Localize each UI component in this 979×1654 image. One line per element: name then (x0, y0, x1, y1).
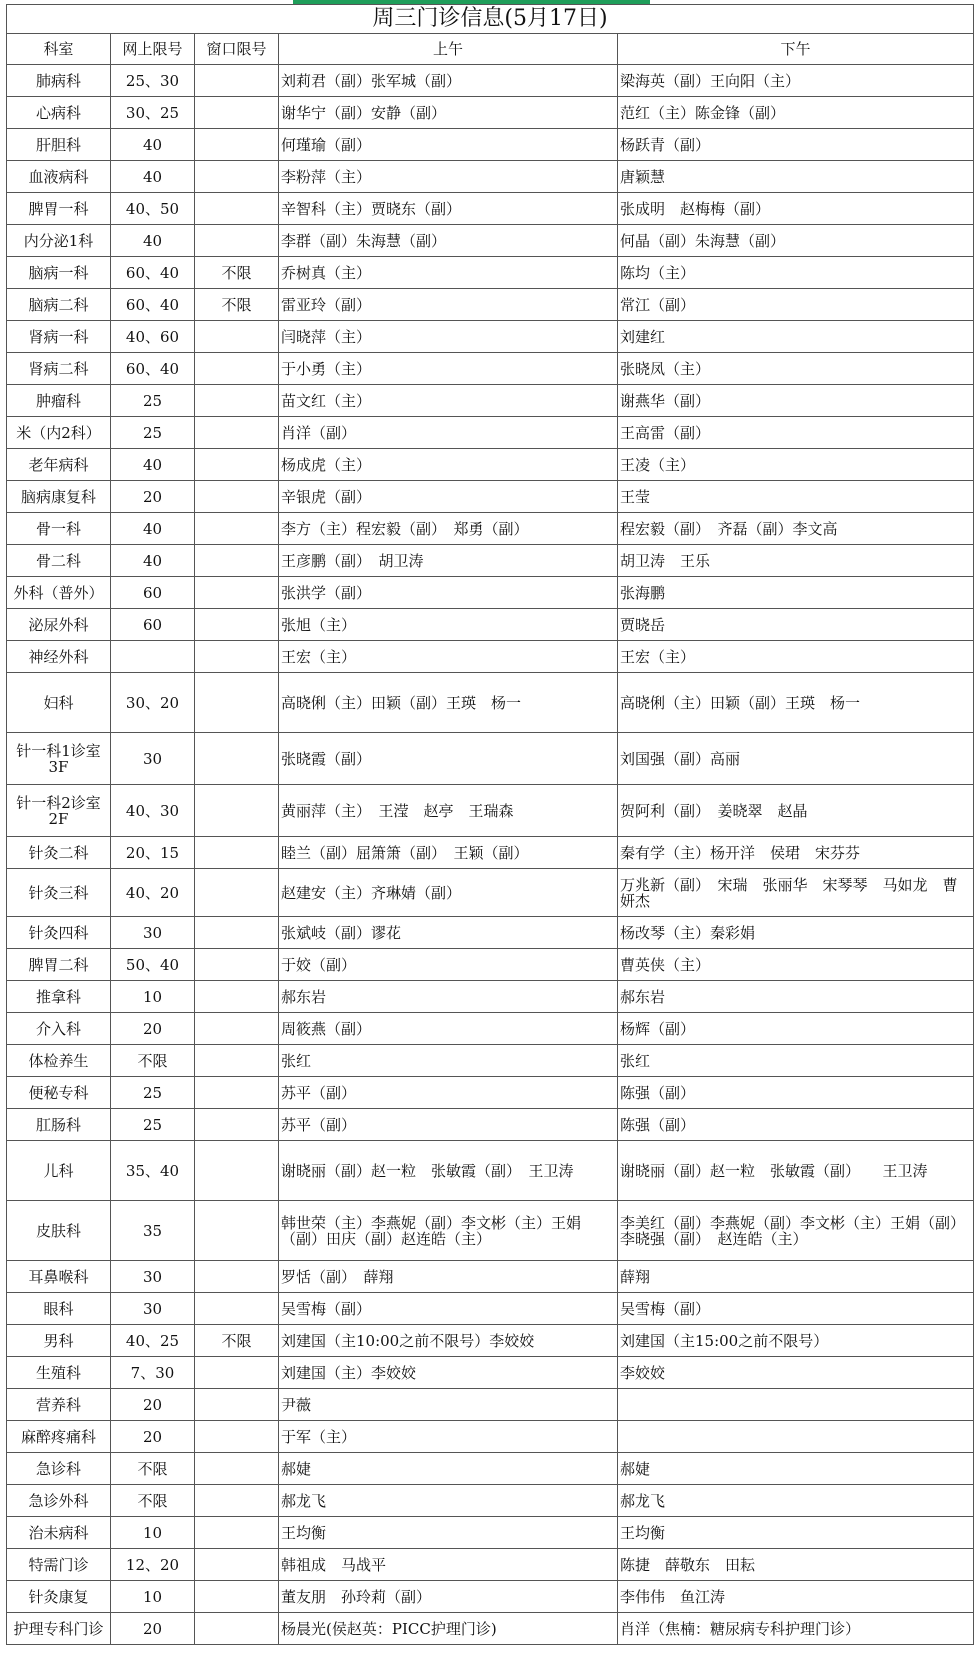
table-row (7, 161, 974, 193)
cell-afternoon: 秦有学（主）杨开洋 侯珺 宋芬芬 (618, 837, 974, 869)
cell-morning: 刘建国（主）李姣姣 (279, 1357, 618, 1389)
table-row (7, 837, 974, 869)
table-row (7, 1613, 974, 1645)
cell-online-limit: 40 (111, 161, 195, 193)
cell-online-limit (111, 641, 195, 673)
cell-window-limit (195, 193, 279, 225)
title-row (7, 5, 974, 34)
cell-online-limit: 20 (111, 1389, 195, 1421)
cell-online-limit: 20 (111, 481, 195, 513)
cell-dept: 脾胃二科 (7, 949, 111, 981)
cell-dept: 神经外科 (7, 641, 111, 673)
cell-window-limit (195, 609, 279, 641)
table-row (7, 1485, 974, 1517)
cell-window-limit (195, 1077, 279, 1109)
cell-online-limit: 25、30 (111, 65, 195, 97)
cell-online-limit: 不限 (111, 1453, 195, 1485)
cell-online-limit: 40、20 (111, 869, 195, 917)
header-window-limit: 窗口限号 (195, 34, 279, 65)
cell-morning: 于军（主） (279, 1421, 618, 1453)
cell-window-limit (195, 673, 279, 733)
cell-online-limit: 20 (111, 1421, 195, 1453)
cell-window-limit (195, 1293, 279, 1325)
cell-afternoon: 陈强（副） (618, 1109, 974, 1141)
table-row (7, 289, 974, 321)
cell-morning: 王宏（主） (279, 641, 618, 673)
cell-afternoon: 刘建红 (618, 321, 974, 353)
cell-online-limit: 10 (111, 981, 195, 1013)
cell-afternoon (618, 1421, 974, 1453)
cell-morning: 韩祖成 马战平 (279, 1549, 618, 1581)
cell-online-limit: 35 (111, 1201, 195, 1261)
table-row (7, 417, 974, 449)
cell-online-limit: 20、15 (111, 837, 195, 869)
header-afternoon: 下午 (618, 34, 974, 65)
cell-afternoon: 吴雪梅（副） (618, 1293, 974, 1325)
table-row (7, 481, 974, 513)
cell-window-limit (195, 917, 279, 949)
header-dept: 科室 (7, 34, 111, 65)
table-row (7, 641, 974, 673)
table-row (7, 949, 974, 981)
cell-morning: 杨晨光(侯赵英：PICC护理门诊) (279, 1613, 618, 1645)
table-row (7, 1077, 974, 1109)
cell-window-limit (195, 837, 279, 869)
cell-afternoon: 杨改琴（主）秦彩娟 (618, 917, 974, 949)
cell-morning: 李群（副）朱海慧（副） (279, 225, 618, 257)
cell-dept: 推拿科 (7, 981, 111, 1013)
cell-online-limit: 20 (111, 1613, 195, 1645)
cell-window-limit (195, 417, 279, 449)
cell-window-limit (195, 1045, 279, 1077)
cell-afternoon: 李伟伟 鱼江涛 (618, 1581, 974, 1613)
cell-afternoon: 陈强（副） (618, 1077, 974, 1109)
cell-morning: 雷亚玲（副） (279, 289, 618, 321)
table-row (7, 65, 974, 97)
cell-afternoon: 梁海英（副）王向阳（主） (618, 65, 974, 97)
cell-online-limit: 40 (111, 545, 195, 577)
cell-online-limit: 30 (111, 917, 195, 949)
cell-online-limit: 40 (111, 129, 195, 161)
cell-window-limit (195, 1013, 279, 1045)
header-morning: 上午 (279, 34, 618, 65)
cell-window-limit (195, 785, 279, 837)
table-row (7, 353, 974, 385)
cell-online-limit: 35、40 (111, 1141, 195, 1201)
table-row (7, 1581, 974, 1613)
table-row (7, 577, 974, 609)
cell-dept: 肛肠科 (7, 1109, 111, 1141)
cell-window-limit (195, 1201, 279, 1261)
cell-afternoon: 胡卫涛 王乐 (618, 545, 974, 577)
cell-online-limit: 40 (111, 225, 195, 257)
cell-window-limit (195, 1141, 279, 1201)
cell-window-limit (195, 1581, 279, 1613)
cell-online-limit: 40、25 (111, 1325, 195, 1357)
cell-window-limit (195, 129, 279, 161)
cell-morning: 肖洋（副） (279, 417, 618, 449)
cell-morning: 郝东岩 (279, 981, 618, 1013)
cell-window-limit: 不限 (195, 289, 279, 321)
cell-dept: 脑病二科 (7, 289, 111, 321)
cell-afternoon: 张海鹏 (618, 577, 974, 609)
cell-online-limit: 不限 (111, 1045, 195, 1077)
table-row (7, 1453, 974, 1485)
cell-window-limit: 不限 (195, 257, 279, 289)
cell-dept: 泌尿外科 (7, 609, 111, 641)
cell-afternoon: 程宏毅（副） 齐磊（副）李文高 (618, 513, 974, 545)
cell-afternoon: 何晶（副）朱海慧（副） (618, 225, 974, 257)
cell-morning: 尹薇 (279, 1389, 618, 1421)
cell-dept: 皮肤科 (7, 1201, 111, 1261)
cell-window-limit (195, 733, 279, 785)
cell-online-limit: 30 (111, 1261, 195, 1293)
cell-morning: 睦兰（副）屈箫箫（副） 王颖（副） (279, 837, 618, 869)
table-row (7, 1109, 974, 1141)
cell-window-limit (195, 161, 279, 193)
table-row (7, 1141, 974, 1201)
cell-window-limit (195, 1389, 279, 1421)
cell-dept: 耳鼻喉科 (7, 1261, 111, 1293)
cell-dept: 内分泌1科 (7, 225, 111, 257)
cell-dept: 老年病科 (7, 449, 111, 481)
cell-morning: 张洪学（副） (279, 577, 618, 609)
cell-online-limit: 30 (111, 733, 195, 785)
cell-online-limit: 40、30 (111, 785, 195, 837)
table-row (7, 1389, 974, 1421)
cell-morning: 王彦鹏（副） 胡卫涛 (279, 545, 618, 577)
cell-morning: 刘建国（主10:00之前不限号）李姣姣 (279, 1325, 618, 1357)
cell-online-limit: 60、40 (111, 257, 195, 289)
cell-online-limit: 12、20 (111, 1549, 195, 1581)
table-row (7, 733, 974, 785)
table-row (7, 513, 974, 545)
cell-morning: 郝婕 (279, 1453, 618, 1485)
cell-dept: 针灸三科 (7, 869, 111, 917)
cell-window-limit (195, 1357, 279, 1389)
cell-window-limit (195, 981, 279, 1013)
cell-window-limit (195, 577, 279, 609)
cell-morning: 罗恬（副） 薛翔 (279, 1261, 618, 1293)
cell-afternoon: 常江（副） (618, 289, 974, 321)
cell-afternoon: 高晓俐（主）田颖（副）王瑛 杨一 (618, 673, 974, 733)
cell-afternoon: 刘建国（主15:00之前不限号） (618, 1325, 974, 1357)
cell-afternoon: 杨辉（副） (618, 1013, 974, 1045)
cell-dept: 针灸康复 (7, 1581, 111, 1613)
cell-morning: 韩世荣（主）李燕妮（副）李文彬（主）王娟（副）田庆（副）赵连皓（主） (279, 1201, 618, 1261)
cell-dept: 外科（普外） (7, 577, 111, 609)
cell-afternoon: 李姣姣 (618, 1357, 974, 1389)
cell-morning: 张晓霞（副） (279, 733, 618, 785)
cell-dept: 便秘专科 (7, 1077, 111, 1109)
header-online-limit: 网上限号 (111, 34, 195, 65)
cell-morning: 李方（主）程宏毅（副） 郑勇（副） (279, 513, 618, 545)
cell-morning: 谢华宁（副）安静（副） (279, 97, 618, 129)
cell-dept: 针一科2诊室2F (7, 785, 111, 837)
cell-afternoon: 陈均（主） (618, 257, 974, 289)
table-row (7, 869, 974, 917)
cell-window-limit (195, 1421, 279, 1453)
cell-afternoon: 刘国强（副）高丽 (618, 733, 974, 785)
cell-online-limit: 30 (111, 1293, 195, 1325)
cell-dept: 针灸四科 (7, 917, 111, 949)
cell-dept: 肿瘤科 (7, 385, 111, 417)
cell-dept: 生殖科 (7, 1357, 111, 1389)
cell-window-limit (195, 1261, 279, 1293)
cell-online-limit: 25 (111, 385, 195, 417)
cell-window-limit (195, 545, 279, 577)
cell-online-limit: 30、25 (111, 97, 195, 129)
cell-dept: 骨一科 (7, 513, 111, 545)
cell-afternoon: 郝婕 (618, 1453, 974, 1485)
cell-morning: 李粉萍（主） (279, 161, 618, 193)
cell-morning: 董友朋 孙玲莉（副） (279, 1581, 618, 1613)
cell-dept: 体检养生 (7, 1045, 111, 1077)
cell-dept: 介入科 (7, 1013, 111, 1045)
table-row (7, 609, 974, 641)
cell-morning: 张斌岐（副）谬花 (279, 917, 618, 949)
cell-morning: 王均衡 (279, 1517, 618, 1549)
table-row (7, 1517, 974, 1549)
cell-afternoon: 张晓凤（主） (618, 353, 974, 385)
cell-dept: 骨二科 (7, 545, 111, 577)
cell-dept: 儿科 (7, 1141, 111, 1201)
cell-window-limit (195, 97, 279, 129)
cell-afternoon (618, 1389, 974, 1421)
table-row (7, 545, 974, 577)
cell-window-limit (195, 949, 279, 981)
cell-afternoon: 王凌（主） (618, 449, 974, 481)
cell-morning: 黄丽萍（主） 王滢 赵亭 王瑞森 (279, 785, 618, 837)
cell-afternoon: 贺阿利（副） 姜晓翠 赵晶 (618, 785, 974, 837)
cell-morning: 张红 (279, 1045, 618, 1077)
cell-morning: 杨成虎（主） (279, 449, 618, 481)
table-row (7, 225, 974, 257)
table-row (7, 1013, 974, 1045)
table-row (7, 1293, 974, 1325)
cell-morning: 于小勇（主） (279, 353, 618, 385)
cell-afternoon: 王高雷（副） (618, 417, 974, 449)
cell-online-limit: 40 (111, 513, 195, 545)
cell-online-limit: 25 (111, 1077, 195, 1109)
table-row (7, 449, 974, 481)
cell-dept: 针一科1诊室3F (7, 733, 111, 785)
table-row (7, 385, 974, 417)
cell-dept: 脑病一科 (7, 257, 111, 289)
page-title: 周三门诊信息(5月17日) (7, 5, 974, 34)
cell-morning: 张旭（主） (279, 609, 618, 641)
cell-afternoon: 贾晓岳 (618, 609, 974, 641)
cell-afternoon: 郝龙飞 (618, 1485, 974, 1517)
cell-window-limit (195, 1613, 279, 1645)
cell-dept: 脑病康复科 (7, 481, 111, 513)
cell-window-limit: 不限 (195, 1325, 279, 1357)
cell-morning: 乔树真（主） (279, 257, 618, 289)
cell-afternoon: 王均衡 (618, 1517, 974, 1549)
cell-online-limit: 60、40 (111, 289, 195, 321)
table-row (7, 785, 974, 837)
cell-morning: 于姣（副） (279, 949, 618, 981)
cell-morning: 刘莉君（副）张军城（副） (279, 65, 618, 97)
cell-morning: 辛银虎（副） (279, 481, 618, 513)
cell-window-limit (195, 513, 279, 545)
cell-online-limit: 40 (111, 449, 195, 481)
cell-online-limit: 40、50 (111, 193, 195, 225)
cell-afternoon: 王莹 (618, 481, 974, 513)
cell-dept: 米（内2科） (7, 417, 111, 449)
cell-window-limit (195, 641, 279, 673)
cell-afternoon: 范红（主）陈金锋（副） (618, 97, 974, 129)
cell-online-limit: 25 (111, 1109, 195, 1141)
table-row (7, 673, 974, 733)
cell-dept: 肺病科 (7, 65, 111, 97)
cell-window-limit (195, 321, 279, 353)
cell-dept: 血液病科 (7, 161, 111, 193)
cell-online-limit: 20 (111, 1013, 195, 1045)
cell-morning: 辛智科（主）贾晓东（副） (279, 193, 618, 225)
cell-dept: 妇科 (7, 673, 111, 733)
cell-morning: 周筱燕（副） (279, 1013, 618, 1045)
cell-morning: 苏平（副） (279, 1109, 618, 1141)
table-row (7, 1421, 974, 1453)
table-row (7, 321, 974, 353)
cell-window-limit (195, 1109, 279, 1141)
cell-afternoon: 薛翔 (618, 1261, 974, 1293)
table-row (7, 1201, 974, 1261)
cell-dept: 眼科 (7, 1293, 111, 1325)
table-row (7, 1261, 974, 1293)
cell-dept: 男科 (7, 1325, 111, 1357)
cell-dept: 针灸二科 (7, 837, 111, 869)
cell-morning: 谢晓丽（副）赵一粒 张敏霞（副） 王卫涛 (279, 1141, 618, 1201)
cell-afternoon: 郝东岩 (618, 981, 974, 1013)
cell-dept: 脾胃一科 (7, 193, 111, 225)
cell-afternoon: 张红 (618, 1045, 974, 1077)
cell-online-limit: 40、60 (111, 321, 195, 353)
cell-window-limit (195, 1485, 279, 1517)
cell-afternoon: 谢晓丽（副）赵一粒 张敏霞（副） 王卫涛 (618, 1141, 974, 1201)
table-row (7, 1045, 974, 1077)
table-row (7, 917, 974, 949)
cell-online-limit: 60 (111, 609, 195, 641)
cell-dept: 肾病二科 (7, 353, 111, 385)
table-row (7, 97, 974, 129)
cell-window-limit (195, 481, 279, 513)
cell-morning: 高晓俐（主）田颖（副）王瑛 杨一 (279, 673, 618, 733)
cell-morning: 闫晓萍（主） (279, 321, 618, 353)
cell-dept: 护理专科门诊 (7, 1613, 111, 1645)
cell-dept: 麻醉疼痛科 (7, 1421, 111, 1453)
cell-window-limit (195, 869, 279, 917)
cell-morning: 苗文红（主） (279, 385, 618, 417)
cell-afternoon: 张成明 赵梅梅（副） (618, 193, 974, 225)
table-row (7, 981, 974, 1013)
cell-online-limit: 10 (111, 1581, 195, 1613)
header-row (7, 34, 974, 65)
cell-window-limit (195, 385, 279, 417)
cell-morning: 吴雪梅（副） (279, 1293, 618, 1325)
cell-window-limit (195, 225, 279, 257)
table-row (7, 1357, 974, 1389)
cell-dept: 营养科 (7, 1389, 111, 1421)
cell-afternoon: 李美红（副）李燕妮（副）李文彬（主）王娟（副）李晓强（副） 赵连皓（主） (618, 1201, 974, 1261)
table-row (7, 193, 974, 225)
cell-online-limit: 10 (111, 1517, 195, 1549)
clinic-schedule-table (6, 4, 974, 1645)
cell-dept: 急诊科 (7, 1453, 111, 1485)
cell-window-limit (195, 65, 279, 97)
cell-window-limit (195, 1549, 279, 1581)
cell-window-limit (195, 353, 279, 385)
cell-online-limit: 25 (111, 417, 195, 449)
cell-dept: 肝胆科 (7, 129, 111, 161)
table-row (7, 1325, 974, 1357)
cell-online-limit: 60、40 (111, 353, 195, 385)
cell-dept: 治未病科 (7, 1517, 111, 1549)
cell-morning: 赵建安（主）齐琳婧（副） (279, 869, 618, 917)
table-row (7, 1549, 974, 1581)
cell-afternoon: 谢燕华（副） (618, 385, 974, 417)
cell-dept: 肾病一科 (7, 321, 111, 353)
cell-morning: 何瑾瑜（副） (279, 129, 618, 161)
cell-afternoon: 杨跃青（副） (618, 129, 974, 161)
table-row (7, 129, 974, 161)
cell-morning: 郝龙飞 (279, 1485, 618, 1517)
cell-afternoon: 陈捷 薛敬东 田耘 (618, 1549, 974, 1581)
cell-online-limit: 7、30 (111, 1357, 195, 1389)
cell-morning: 苏平（副） (279, 1077, 618, 1109)
cell-dept: 心病科 (7, 97, 111, 129)
table-row (7, 257, 974, 289)
cell-afternoon: 万兆新（副） 宋瑞 张丽华 宋琴琴 马如龙 曹妍杰 (618, 869, 974, 917)
cell-dept: 急诊外科 (7, 1485, 111, 1517)
cell-window-limit (195, 449, 279, 481)
cell-afternoon: 肖洋（焦楠：糖尿病专科护理门诊） (618, 1613, 974, 1645)
table-body (7, 5, 974, 1645)
cell-online-limit: 不限 (111, 1485, 195, 1517)
cell-online-limit: 60 (111, 577, 195, 609)
cell-dept: 特需门诊 (7, 1549, 111, 1581)
cell-window-limit (195, 1517, 279, 1549)
cell-online-limit: 30、20 (111, 673, 195, 733)
cell-afternoon: 王宏（主） (618, 641, 974, 673)
cell-afternoon: 唐颖慧 (618, 161, 974, 193)
cell-afternoon: 曹英侠（主） (618, 949, 974, 981)
cell-window-limit (195, 1453, 279, 1485)
cell-online-limit: 50、40 (111, 949, 195, 981)
